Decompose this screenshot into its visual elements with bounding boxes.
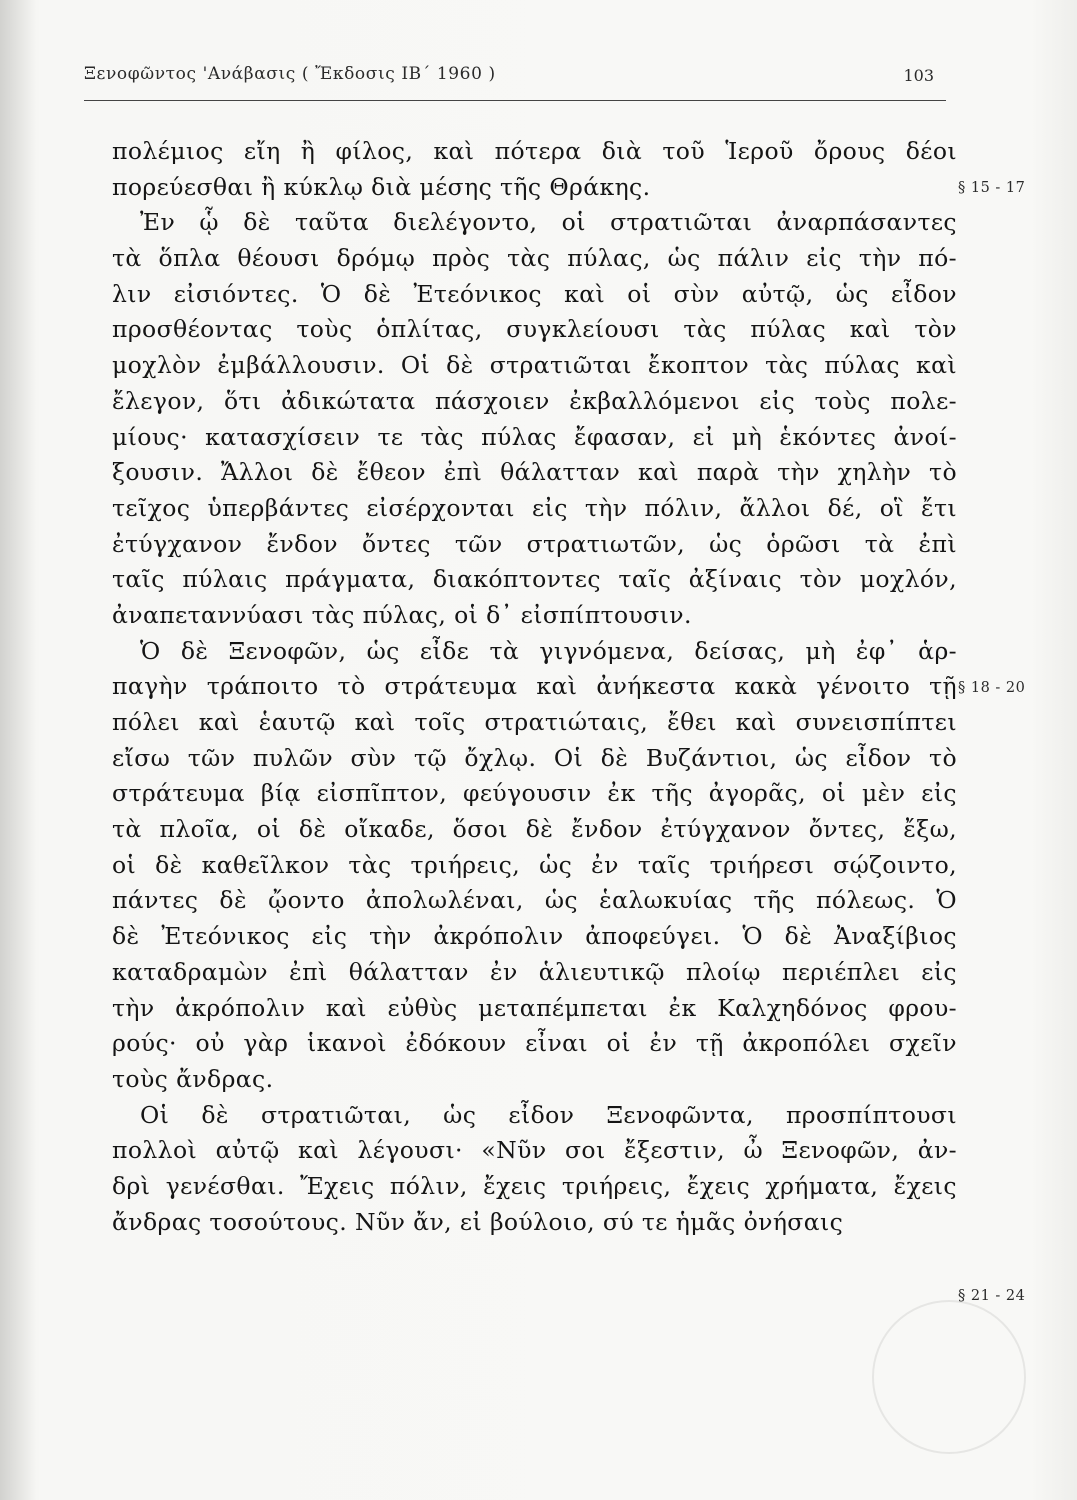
text-line: τὰ ὅπλα θέουσι δρόμῳ πρὸς τὰς πύλας, ὡς πάλιν εἰς τὴν πό- [112,244,957,273]
text-line: μοχλὸν ἐμβάλλουσιν. Οἱ δὲ στρατιῶται ἔκοπτον τὰς πύλας καὶ [112,351,957,380]
text-line: πορεύεσθαι ἢ κύκλῳ διὰ μέσης τῆς Θράκης. [112,172,651,201]
page-header [84,60,946,101]
page-number: 103 [903,66,934,85]
text-line: τὴν ἀκρόπολιν καὶ εὐθὺς μεταπέμπεται ἐκ Καλχηδόνος φρου- [112,993,957,1022]
text-line: τὰ πλοῖα, οἱ δὲ οἴκαδε, ὅσοι δὲ ἔνδον ἐτύγχανον ὄντες, ἔξω, [112,815,957,844]
text-line: ἐτύγχανον ἔνδον ὄντες τῶν στρατιωτῶν, ὡς ὁρῶσι τὰ ἐπὶ [112,529,957,558]
text-line: Ἐν ᾧ δὲ ταῦτα διελέγοντο, οἱ στρατιῶται ἀναρπάσαντες [140,208,957,237]
text-line: πολέμιος εἴη ἢ φίλος, καὶ πότερα διὰ τοῦ Ἱεροῦ ὄρους δέοι [112,137,957,165]
text-line: πάντες δὲ ᾤοντο ἀπολωλέναι, ὡς ἑαλωκυίας τῆς πόλεως. Ὁ [112,886,957,915]
text-line: ἄνδρας τοσούτους. Νῦν ἄν, εἰ βούλοιο, σύ τε ἡμᾶς ὀνήσαις [112,1207,844,1236]
text-line: στράτευμα βίᾳ εἰσπῖπτον, φεύγουσιν ἐκ τῆς ἀγορᾶς, οἱ μὲν εἰς [112,779,957,808]
text-line: τοὺς ἄνδρας. [112,1064,274,1093]
text-line: ἔλεγον, ὅτι ἀδικώτατα πάσχοιεν ἐκβαλλόμενοι εἰς τοὺς πολε- [112,386,957,415]
text-line: πολλοὶ αὐτῷ καὶ λέγουσι· «Νῦν σοι ἔξεστιν, ὦ Ξενοφῶν, ἀν- [112,1136,957,1165]
text-line: πόλει καὶ ἑαυτῷ καὶ τοῖς στρατιώταις, ἔθει καὶ συνεισπίπτει [112,708,957,736]
text-line: καταδραμὼν ἐπὶ θάλατταν ἐν ἁλιευτικῷ πλοίῳ περιέπλει εἰς [112,957,957,986]
text-line: ρούς· οὐ γὰρ ἱκανοὶ ἐδόκουν εἶναι οἱ ἐν τῇ ἀκροπόλει σχεῖν [112,1029,957,1058]
text-line: ξουσιν. Ἄλλοι δὲ ἔθεον ἐπὶ θάλατταν καὶ παρὰ τὴν χηλὴν τὸ [112,458,957,487]
text-line: μίους· κατασχίσειν τε τὰς πύλας ἔφασαν, εἰ μὴ ἑκόντες ἀνοί- [112,422,957,451]
text-line: οἱ δὲ καθεῖλκον τὰς τριήρεις, ὡς ἐν ταῖς τριήρεσι σῴζοιντο, [112,850,957,879]
margin-section-ref: § 18 - 20 [958,680,1026,696]
spine-shadow [0,0,36,1500]
text-line: Οἱ δὲ στρατιῶται, ὡς εἶδον Ξενοφῶντα, προσπίπτουσι [140,1100,957,1129]
text-line: παγὴν τράποιτο τὸ στράτευμα καὶ ἀνήκεστα κακὰ γένοιτο τῇ [112,672,957,701]
text-line: δὲ Ἐτεόνικος εἰς τὴν ἀκρόπολιν ἀποφεύγει. Ὁ δὲ Ἀναξίβιος [112,922,957,951]
library-stamp-mark [872,1300,1026,1454]
body-text [112,134,957,1240]
text-line: εἴσω τῶν πυλῶν σὺν τῷ ὄχλῳ. Οἱ δὲ Βυζάντιοι, ὡς εἶδον τὸ [112,743,957,772]
margin-section-ref: § 21 - 24 [958,1288,1026,1304]
text-line: Ὁ δὲ Ξενοφῶν, ὡς εἶδε τὰ γιγνόμενα, δείσας, μὴ ἐφ᾽ ἁρ- [140,636,957,665]
text-line: λιν εἰσιόντες. Ὁ δὲ Ἐτεόνικος καὶ οἱ σὺν αὐτῷ, ὡς εἶδον [112,279,957,308]
text-line: προσθέοντας τοὺς ὁπλίτας, συγκλείουσι τὰς πύλας καὶ τὸν [112,315,957,344]
text-line: δρὶ γενέσθαι. Ἔχεις πόλιν, ἔχεις τριήρεις, ἔχεις χρήματα, ἔχεις [112,1171,957,1200]
text-line: ταῖς πύλαις πράγματα, διακόπτοντες ταῖς ἀξίναις τὸν μοχλόν, [112,565,957,594]
margin-section-ref: § 15 - 17 [958,180,1026,196]
text-line: ἀναπεταννύασι τὰς πύλας, οἱ δ᾽ εἰσπίπτουσιν. [112,600,692,629]
text-line: τεῖχος ὑπερβάντες εἰσέρχονται εἰς τὴν πόλιν, ἄλλοι δέ, οἳ ἔτι [112,493,957,522]
running-head: Ξενοφῶντος 'Ανάβασις ( Ἔκδοσις ΙΒ΄ 1960 ) [84,64,496,84]
